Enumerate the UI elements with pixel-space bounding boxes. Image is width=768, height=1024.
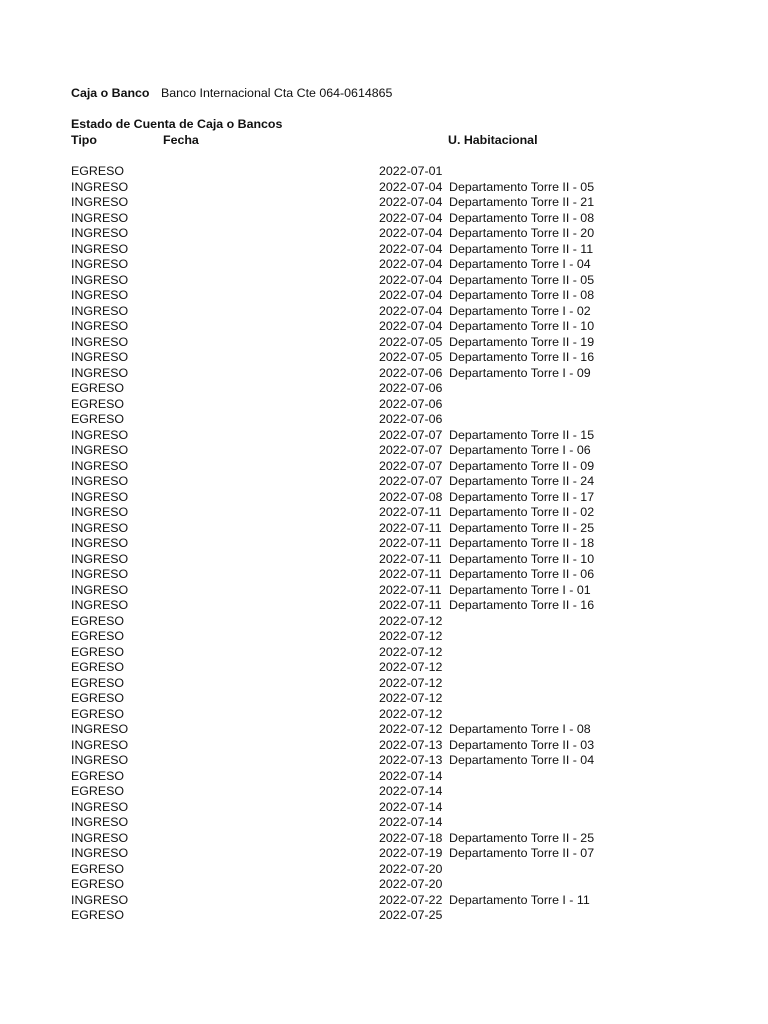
tipo-cell: INGRESO bbox=[71, 489, 129, 504]
table-row bbox=[0, 428, 768, 444]
table-row bbox=[0, 459, 768, 475]
tipo-cell: INGRESO bbox=[71, 567, 129, 581]
unidad-cell: Departamento Torre II - 25 bbox=[449, 520, 595, 535]
tipo-cell: INGRESO bbox=[71, 272, 129, 287]
fecha-cell: 2022-07-11 bbox=[379, 536, 442, 550]
unidad-cell: Departamento Torre II - 15 bbox=[449, 427, 595, 442]
fecha-cell: 2022-07-12 bbox=[379, 660, 443, 674]
table-row bbox=[0, 598, 768, 614]
table-row bbox=[0, 288, 768, 304]
tipo-cell: INGRESO bbox=[71, 737, 129, 752]
table-row bbox=[0, 226, 768, 242]
unidad-cell: Departamento Torre II - 19 bbox=[449, 334, 595, 349]
unidad-cell: Departamento Torre II - 21 bbox=[449, 195, 595, 209]
tipo-cell: EGRESO bbox=[71, 908, 125, 922]
fecha-cell: 2022-07-11 bbox=[379, 520, 442, 535]
tipo-cell: INGRESO bbox=[71, 536, 129, 550]
tipo-cell: EGRESO bbox=[71, 381, 125, 395]
unidad-cell: Departamento Torre II - 08 bbox=[449, 210, 595, 225]
tipo-cell: INGRESO bbox=[71, 458, 129, 473]
table-row bbox=[0, 676, 768, 692]
unidad-cell: Departamento Torre II - 16 bbox=[449, 598, 595, 612]
table-row bbox=[0, 443, 768, 459]
fecha-cell: 2022-07-14 bbox=[379, 784, 443, 798]
table-row bbox=[0, 552, 768, 568]
unidad-cell: Departamento Torre I - 01 bbox=[449, 582, 591, 597]
fecha-cell: 2022-07-06 bbox=[379, 396, 443, 411]
column-header-tipo: Tipo bbox=[71, 133, 97, 147]
tipo-cell: INGRESO bbox=[71, 474, 129, 488]
fecha-cell: 2022-07-04 bbox=[379, 195, 443, 209]
table-row bbox=[0, 862, 768, 878]
table-row bbox=[0, 412, 768, 428]
table-row bbox=[0, 180, 768, 196]
fecha-cell: 2022-07-04 bbox=[379, 210, 443, 225]
table-row bbox=[0, 769, 768, 785]
table-row bbox=[0, 738, 768, 754]
table-row bbox=[0, 304, 768, 320]
fecha-cell: 2022-07-07 bbox=[379, 458, 443, 473]
fecha-cell: 2022-07-18 bbox=[379, 830, 443, 845]
fecha-cell: 2022-07-12 bbox=[379, 675, 443, 690]
unidad-cell: Departamento Torre II - 05 bbox=[449, 179, 595, 194]
tipo-cell: EGRESO bbox=[71, 861, 125, 876]
tipo-cell: INGRESO bbox=[71, 226, 129, 240]
fecha-cell: 2022-07-04 bbox=[379, 272, 443, 287]
unidad-cell: Departamento Torre I - 11 bbox=[449, 892, 590, 907]
fecha-cell: 2022-07-12 bbox=[379, 722, 443, 736]
unidad-cell: Departamento Torre II - 09 bbox=[449, 458, 595, 473]
table-row bbox=[0, 195, 768, 211]
table-row bbox=[0, 319, 768, 335]
fecha-cell: 2022-07-07 bbox=[379, 474, 443, 488]
table-row bbox=[0, 490, 768, 506]
tipo-cell: INGRESO bbox=[71, 427, 129, 442]
fecha-cell: 2022-07-22 bbox=[379, 892, 443, 907]
unidad-cell: Departamento Torre II - 10 bbox=[449, 319, 595, 333]
fecha-cell: 2022-07-12 bbox=[379, 613, 443, 628]
tipo-cell: EGRESO bbox=[71, 784, 125, 798]
unidad-cell: Departamento Torre II - 04 bbox=[449, 753, 595, 767]
unidad-cell: Departamento Torre I - 02 bbox=[449, 303, 591, 318]
table-row bbox=[0, 645, 768, 661]
fecha-cell: 2022-07-12 bbox=[379, 706, 443, 721]
unidad-cell: Departamento Torre II - 07 bbox=[449, 846, 595, 860]
fecha-cell: 2022-07-13 bbox=[379, 753, 443, 767]
table-row bbox=[0, 583, 768, 599]
fecha-cell: 2022-07-20 bbox=[379, 861, 443, 876]
tipo-cell: INGRESO bbox=[71, 582, 129, 597]
tipo-cell: EGRESO bbox=[71, 613, 125, 628]
fecha-cell: 2022-07-04 bbox=[379, 288, 443, 302]
tipo-cell: INGRESO bbox=[71, 443, 129, 457]
unidad-cell: Departamento Torre II - 03 bbox=[449, 737, 595, 752]
fecha-cell: 2022-07-04 bbox=[379, 319, 443, 333]
tipo-cell: INGRESO bbox=[71, 179, 129, 194]
unidad-cell: Departamento Torre I - 04 bbox=[449, 257, 591, 271]
caja-label: Caja o Banco bbox=[71, 86, 150, 100]
table-row bbox=[0, 908, 768, 924]
unidad-cell: Departamento Torre II - 20 bbox=[449, 226, 595, 240]
fecha-cell: 2022-07-05 bbox=[379, 350, 443, 364]
fecha-cell: 2022-07-11 bbox=[379, 551, 442, 566]
tipo-cell: EGRESO bbox=[71, 675, 125, 690]
tipo-cell: INGRESO bbox=[71, 241, 129, 256]
fecha-cell: 2022-07-11 bbox=[379, 582, 442, 597]
unidad-cell: Departamento Torre II - 25 bbox=[449, 830, 595, 845]
table-row bbox=[0, 815, 768, 831]
fecha-cell: 2022-07-12 bbox=[379, 691, 443, 705]
fecha-cell: 2022-07-14 bbox=[379, 768, 443, 783]
table-row bbox=[0, 521, 768, 537]
fecha-cell: 2022-07-12 bbox=[379, 644, 443, 659]
table-row bbox=[0, 691, 768, 707]
unidad-cell: Departamento Torre I - 08 bbox=[449, 722, 591, 736]
table-row bbox=[0, 164, 768, 180]
unidad-cell: Departamento Torre I - 09 bbox=[449, 365, 591, 380]
table-row bbox=[0, 474, 768, 490]
table-row bbox=[0, 722, 768, 738]
table-row bbox=[0, 660, 768, 676]
tipo-cell: INGRESO bbox=[71, 598, 129, 612]
table-row bbox=[0, 831, 768, 847]
tipo-cell: INGRESO bbox=[71, 505, 129, 519]
unidad-cell: Departamento Torre II - 16 bbox=[449, 350, 595, 364]
table-row bbox=[0, 567, 768, 583]
fecha-cell: 2022-07-04 bbox=[379, 257, 443, 271]
fecha-cell: 2022-07-07 bbox=[379, 443, 443, 457]
fecha-cell: 2022-07-06 bbox=[379, 365, 443, 380]
unidad-cell: Departamento Torre II - 18 bbox=[449, 536, 595, 550]
fecha-cell: 2022-07-13 bbox=[379, 737, 443, 752]
table-row bbox=[0, 273, 768, 289]
unidad-cell: Departamento Torre II - 11 bbox=[449, 241, 594, 256]
tipo-cell: INGRESO bbox=[71, 753, 129, 767]
tipo-cell: INGRESO bbox=[71, 520, 129, 535]
report-title: Estado de Cuenta de Caja o Bancos bbox=[71, 117, 283, 131]
unidad-cell: Departamento Torre II - 06 bbox=[449, 567, 595, 581]
table-row bbox=[0, 397, 768, 413]
table-row bbox=[0, 536, 768, 552]
tipo-cell: INGRESO bbox=[71, 257, 129, 271]
unidad-cell: Departamento Torre II - 10 bbox=[449, 551, 595, 566]
fecha-cell: 2022-07-04 bbox=[379, 226, 443, 240]
tipo-cell: EGRESO bbox=[71, 412, 125, 426]
tipo-cell: INGRESO bbox=[71, 210, 129, 225]
fecha-cell: 2022-07-06 bbox=[379, 381, 443, 395]
table-row bbox=[0, 381, 768, 397]
fecha-cell: 2022-07-01 bbox=[379, 164, 443, 178]
fecha-cell: 2022-07-20 bbox=[379, 877, 443, 891]
table-row bbox=[0, 505, 768, 521]
tipo-cell: EGRESO bbox=[71, 660, 125, 674]
tipo-cell: INGRESO bbox=[71, 799, 129, 814]
tipo-cell: EGRESO bbox=[71, 706, 125, 721]
table-row bbox=[0, 629, 768, 645]
unidad-cell: Departamento Torre II - 02 bbox=[449, 505, 595, 519]
account-line bbox=[71, 86, 392, 100]
table-row bbox=[0, 242, 768, 258]
tipo-cell: EGRESO bbox=[71, 629, 125, 643]
table-row bbox=[0, 753, 768, 769]
fecha-cell: 2022-07-11 bbox=[379, 567, 442, 581]
table-row bbox=[0, 800, 768, 816]
tipo-cell: INGRESO bbox=[71, 815, 129, 829]
table-row bbox=[0, 877, 768, 893]
table-row bbox=[0, 335, 768, 351]
unidad-cell: Departamento Torre I - 06 bbox=[449, 443, 591, 457]
unidad-cell: Departamento Torre II - 05 bbox=[449, 272, 595, 287]
table-row bbox=[0, 707, 768, 723]
tipo-cell: INGRESO bbox=[71, 288, 129, 302]
tipo-cell: INGRESO bbox=[71, 334, 129, 349]
tipo-cell: EGRESO bbox=[71, 877, 125, 891]
table-row bbox=[0, 784, 768, 800]
tipo-cell: INGRESO bbox=[71, 892, 129, 907]
tipo-cell: INGRESO bbox=[71, 830, 129, 845]
fecha-cell: 2022-07-06 bbox=[379, 412, 443, 426]
tipo-cell: EGRESO bbox=[71, 396, 125, 411]
fecha-cell: 2022-07-11 bbox=[379, 505, 442, 519]
tipo-cell: INGRESO bbox=[71, 551, 129, 566]
tipo-cell: INGRESO bbox=[71, 365, 129, 380]
fecha-cell: 2022-07-14 bbox=[379, 815, 443, 829]
table-row bbox=[0, 257, 768, 273]
tipo-cell: INGRESO bbox=[71, 350, 129, 364]
column-header-fecha: Fecha bbox=[163, 133, 199, 147]
tipo-cell: INGRESO bbox=[71, 722, 129, 736]
unidad-cell: Departamento Torre II - 17 bbox=[449, 489, 595, 504]
fecha-cell: 2022-07-07 bbox=[379, 427, 443, 442]
tipo-cell: EGRESO bbox=[71, 691, 125, 705]
tipo-cell: EGRESO bbox=[71, 768, 125, 783]
fecha-cell: 2022-07-19 bbox=[379, 846, 443, 860]
fecha-cell: 2022-07-04 bbox=[379, 179, 443, 194]
account-name: Banco Internacional Cta Cte 064-0614865 bbox=[160, 86, 393, 100]
fecha-cell: 2022-07-14 bbox=[379, 799, 443, 814]
fecha-cell: 2022-07-05 bbox=[379, 334, 443, 349]
tipo-cell: EGRESO bbox=[71, 164, 125, 178]
tipo-cell: INGRESO bbox=[71, 195, 129, 209]
table-row bbox=[0, 350, 768, 366]
column-header-unidad: U. Habitacional bbox=[448, 133, 538, 147]
tipo-cell: INGRESO bbox=[71, 846, 129, 860]
fecha-cell: 2022-07-04 bbox=[379, 241, 443, 256]
fecha-cell: 2022-07-08 bbox=[379, 489, 443, 504]
tipo-cell: INGRESO bbox=[71, 303, 129, 318]
table-row bbox=[0, 893, 768, 909]
table-row bbox=[0, 846, 768, 862]
fecha-cell: 2022-07-04 bbox=[379, 303, 443, 318]
tipo-cell: INGRESO bbox=[71, 319, 129, 333]
fecha-cell: 2022-07-11 bbox=[379, 598, 442, 612]
unidad-cell: Departamento Torre II - 08 bbox=[449, 288, 595, 302]
table-row bbox=[0, 614, 768, 630]
unidad-cell: Departamento Torre II - 24 bbox=[449, 474, 595, 488]
table-row bbox=[0, 366, 768, 382]
transaction-list bbox=[0, 164, 768, 924]
table-row bbox=[0, 211, 768, 227]
fecha-cell: 2022-07-25 bbox=[379, 908, 443, 922]
fecha-cell: 2022-07-12 bbox=[379, 629, 443, 643]
tipo-cell: EGRESO bbox=[71, 644, 125, 659]
